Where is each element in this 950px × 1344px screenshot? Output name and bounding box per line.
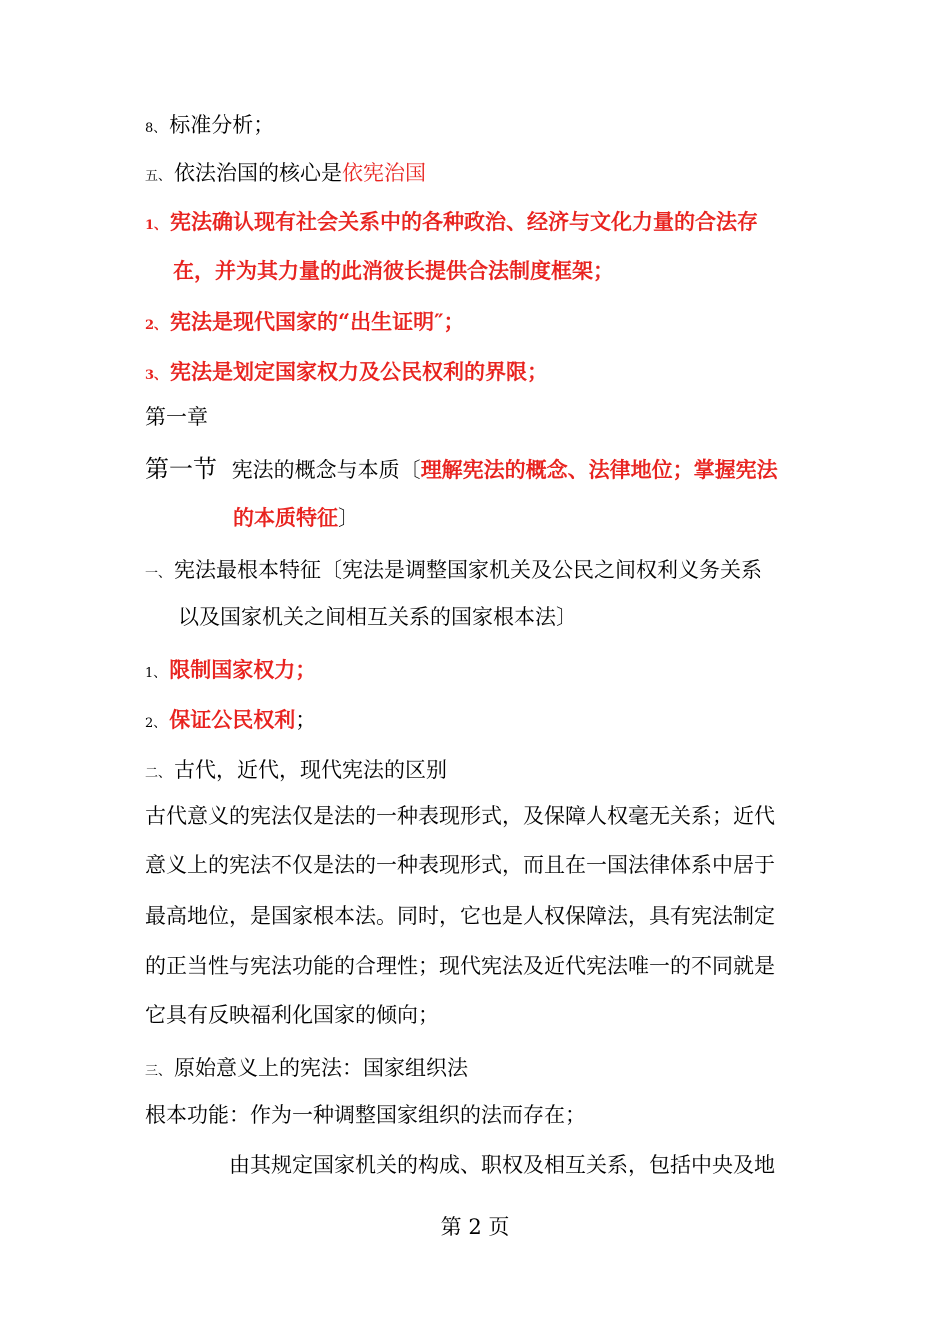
- highlight-text: 理解宪法的概念、法律地位；掌握宪法: [420, 457, 778, 482]
- page-number: 第 2 页: [440, 1215, 510, 1239]
- item-number: 五、: [145, 169, 172, 184]
- item-number: 2、: [145, 318, 168, 333]
- list-item: 1、 宪法确认现有社会关系中的各种政治、经济与文化力量的合法存: [145, 209, 759, 234]
- section-heading: 二、 古代，近代，现代宪法的区别: [145, 758, 448, 782]
- paragraph-line: 古代意义的宪法仅是法的一种表现形式，及保障人权毫无关系；近代: [145, 804, 775, 828]
- paragraph-line: 的正当性与宪法功能的合理性；现代宪法及近代宪法唯一的不同就是: [145, 954, 775, 978]
- item-number: 8、: [145, 121, 167, 136]
- item-number: 1、: [145, 666, 167, 681]
- list-item: 2、 保证公民权利；: [145, 707, 317, 732]
- list-item: 3、 宪法是划定国家权力及公民权利的界限；: [145, 359, 549, 384]
- paragraph-line: 由其规定国家机关的构成、职权及相互关系，包括中央及地: [229, 1153, 775, 1177]
- section-heading: 五、 依法治国的核心是依宪治国: [145, 161, 427, 185]
- highlight-text: 依宪治国: [342, 161, 427, 185]
- section-heading: 第一节 宪法的概念与本质〔理解宪法的概念、法律地位；掌握宪法: [145, 455, 778, 483]
- paragraph-line: 最高地位，是国家根本法。同时，它也是人权保障法，具有宪法制定: [145, 904, 775, 928]
- paragraph-line: 它具有反映福利化国家的倾向；: [145, 1003, 439, 1027]
- item-number: 1、: [145, 218, 168, 233]
- section-heading: 一、 宪法最根本特征〔宪法是调整国家机关及公民之间权利义务关系: [145, 558, 763, 582]
- item-number: 3、: [145, 368, 168, 383]
- highlight-text: 的本质特征: [233, 505, 338, 530]
- section-heading-continuation: 的本质特征〕: [233, 505, 359, 530]
- list-item-continuation: 在，并为其力量的此消彼长提供合法制度框架；: [173, 258, 614, 283]
- section-heading: 三、 原始意义上的宪法：国家组织法: [145, 1056, 469, 1080]
- paragraph-line: 根本功能：作为一种调整国家组织的法而存在；: [145, 1103, 586, 1127]
- chapter-heading: 第一章: [145, 405, 208, 429]
- list-item: 8、 标准分析；: [145, 113, 275, 137]
- section-number: 第一节: [145, 455, 217, 483]
- item-number: 三、: [145, 1064, 172, 1079]
- item-number: 一、: [145, 566, 172, 581]
- item-number: 2、: [145, 716, 167, 731]
- list-item: 2、 宪法是现代国家的“出生证明″；: [145, 309, 465, 334]
- list-item: 1、 限制国家权力；: [145, 657, 317, 682]
- item-number: 二、: [145, 766, 172, 781]
- paragraph-line: 意义上的宪法不仅是法的一种表现形式，而且在一国法律体系中居于: [145, 853, 775, 877]
- section-heading-continuation: 以及国家机关之间相互关系的国家根本法〕: [178, 605, 577, 629]
